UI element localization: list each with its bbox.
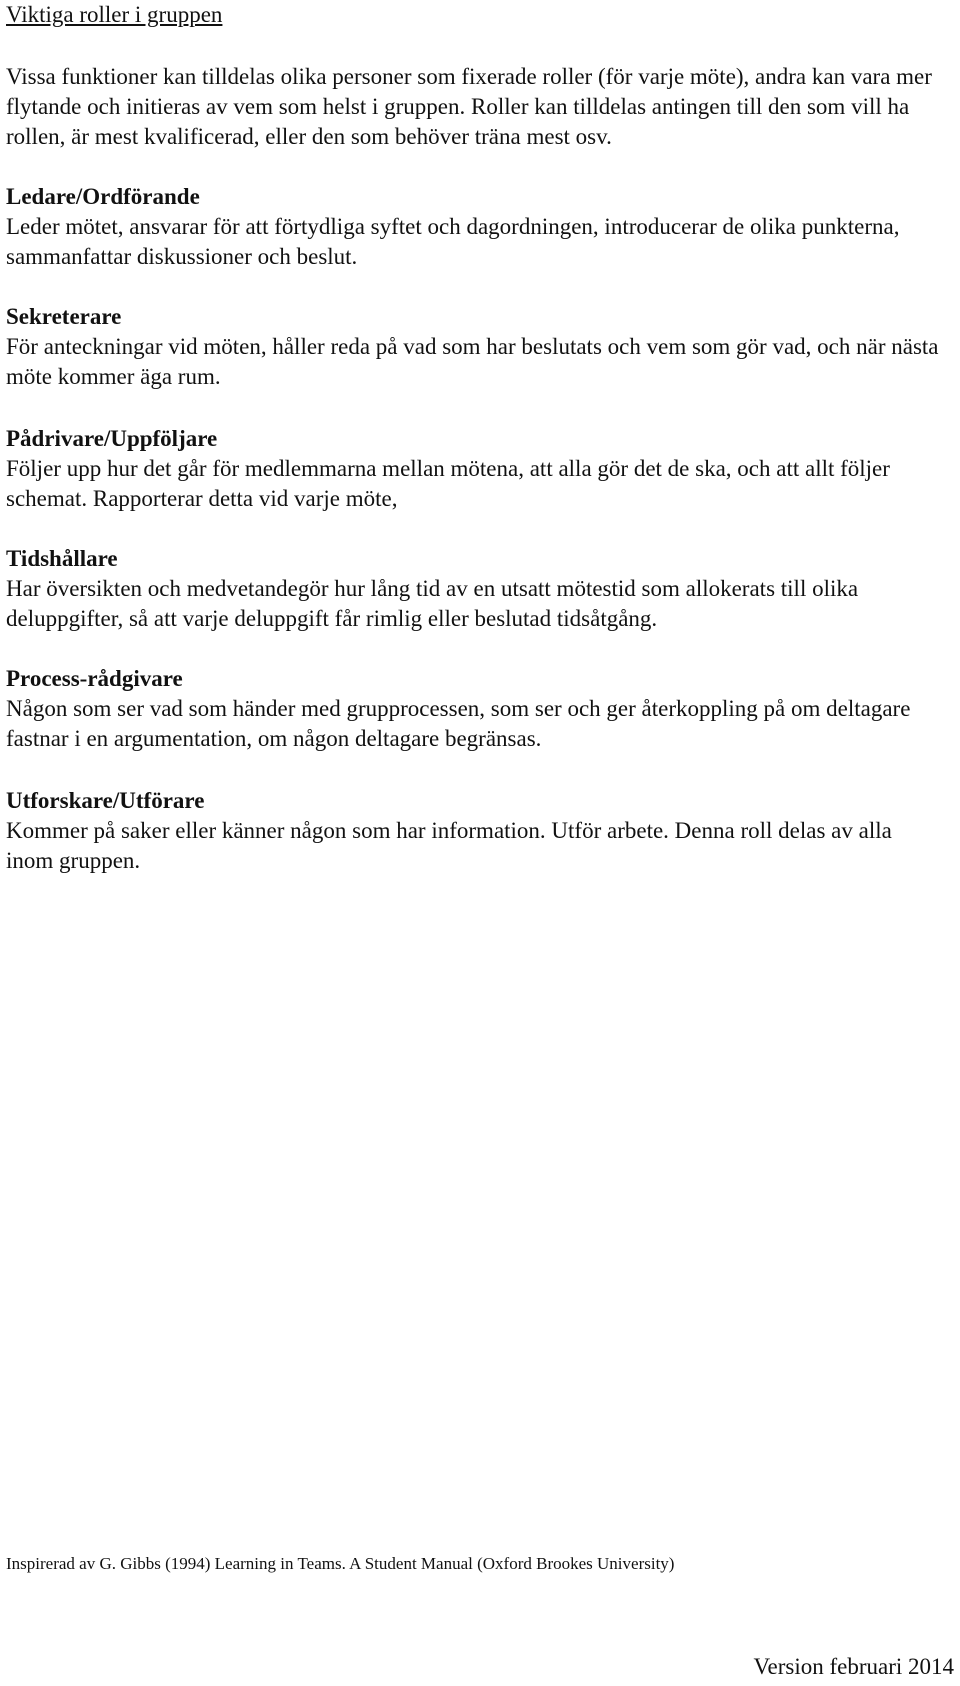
- credit-note: Inspirerad av G. Gibbs (1994) Learning in Teams. A Student Manual (Oxford Brookes University): [6, 1554, 675, 1573]
- version-label: Version februari 2014: [753, 1654, 954, 1679]
- role-description: Kommer på saker eller känner någon som har information. Utför arbete. Denna roll delas av alla inom gruppen.: [6, 818, 892, 873]
- role-description: Någon som ser vad som händer med grupprocessen, som ser och ger återkoppling på om deltagare fastnar i en argumentation, om någon deltagare begränsas.: [6, 696, 911, 751]
- role-name: Sekreterare: [6, 304, 122, 329]
- role-tidshallare: [6, 544, 946, 634]
- document-title: Viktiga roller i gruppen: [6, 2, 223, 27]
- role-description: Leder mötet, ansvarar för att förtydliga syftet och dagordningen, introducerar de olika punkterna, sammanfattar diskussioner och beslut.: [6, 214, 900, 269]
- role-name: Tidshållare: [6, 546, 118, 571]
- role-description: Har översikten och medvetandegör hur lång tid av en utsatt mötestid som allokerats till olika deluppgifter, så att varje deluppgift får rimlig eller beslutad tidsåtgång.: [6, 576, 859, 631]
- role-description: För anteckningar vid möten, håller reda på vad som har beslutats och vem som gör vad, och när nästa möte kommer äga rum.: [6, 334, 939, 389]
- role-name: Utforskare/Utförare: [6, 788, 205, 813]
- role-utforskare: [6, 786, 946, 876]
- role-process-radgivare: [6, 664, 946, 754]
- role-sekreterare: [6, 302, 946, 392]
- role-name: Process-rådgivare: [6, 666, 183, 691]
- role-description: Följer upp hur det går för medlemmarna mellan mötena, att alla gör det de ska, och att allt följer schemat. Rapporterar detta vid varje möte,: [6, 456, 890, 511]
- role-name: Ledare/Ordförande: [6, 184, 200, 209]
- role-ledare: [6, 182, 946, 272]
- role-name: Pådrivare/Uppföljare: [6, 426, 218, 451]
- role-padrivare: [6, 424, 946, 514]
- intro-paragraph: Vissa funktioner kan tilldelas olika personer som fixerade roller (för varje möte), andra kan vara mer flytande och initieras av vem som helst i gruppen. Roller kan tilldelas antingen till den som vill ha rollen, är mest kvalificerad, eller den som behöver träna mest osv.: [6, 64, 932, 149]
